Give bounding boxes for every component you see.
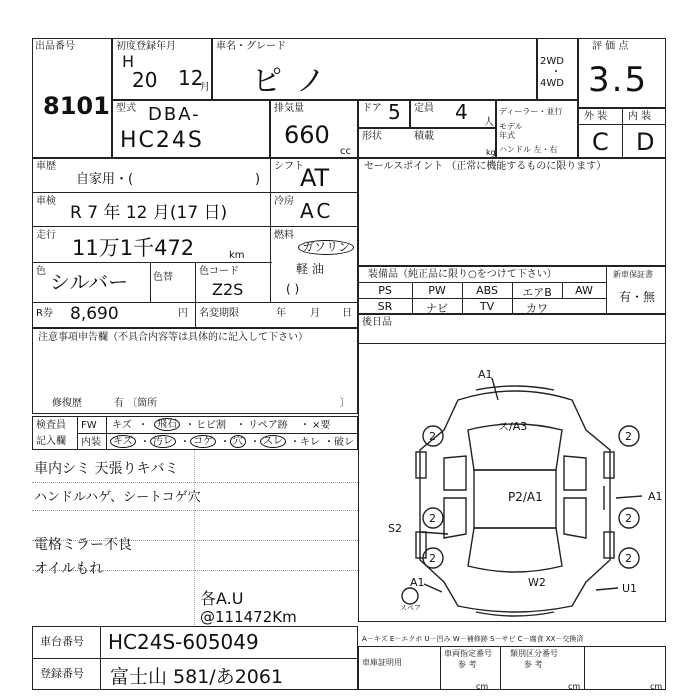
equip-abs: ABS: [476, 284, 498, 297]
load-unit: kg: [486, 148, 496, 157]
mark-a1-right: A1: [648, 490, 663, 503]
capacity-value: 4: [455, 100, 468, 124]
ins-r2-2: コゲ: [190, 435, 216, 448]
equip-vline-main: [606, 266, 607, 314]
rear-seat-label: 後日品: [362, 317, 392, 328]
sep: ・: [185, 420, 195, 431]
sep: ・: [236, 420, 246, 431]
capacity-label: 定員: [414, 103, 434, 114]
chassis-label: 車台番号: [40, 635, 84, 648]
displacement-value: 660: [284, 121, 330, 149]
hw-note-4: オイルもれ: [34, 561, 104, 577]
sep: ・: [290, 437, 300, 448]
notes-line-2: [32, 510, 358, 511]
sep: ・: [324, 437, 334, 448]
ins-r2-head: 内装: [81, 437, 101, 448]
tire-mark-2: 2: [429, 512, 436, 525]
ins-r2-5: キレ: [300, 437, 320, 448]
reg-value: 富士山 581/あ2061: [110, 666, 284, 688]
info-vline: [270, 158, 271, 302]
sep: ・: [140, 437, 150, 448]
hw-note-1: 車内シミ 天張りキバミ: [34, 461, 179, 477]
br-vline-3: [584, 646, 585, 690]
tire-mark-1: 2: [429, 430, 436, 443]
first-reg-era: H: [122, 52, 135, 71]
recycle-unit: 円: [178, 308, 188, 319]
rear-seat-box: [358, 314, 666, 344]
mark-w2: W2: [528, 576, 546, 589]
ins-r2-0: キズ: [110, 435, 136, 448]
notes-vline: [194, 450, 195, 625]
info-hline-3: [32, 262, 272, 263]
fuel-paren: ( ): [286, 282, 300, 296]
fuel-label: 燃料: [274, 230, 294, 241]
tire-mark-5: 2: [625, 512, 632, 525]
interior-value: D: [636, 128, 655, 156]
displacement-unit: cc: [340, 146, 351, 157]
inspector-row1-label: 検査員: [36, 420, 66, 431]
equip-hline-2: [358, 298, 606, 299]
car-name: ピノ: [252, 64, 340, 99]
mileage-unit: km: [229, 250, 245, 261]
class-ref: 参 考: [458, 660, 477, 669]
color-code-label: 色コード: [199, 266, 239, 277]
capacity-unit: 人: [484, 117, 494, 128]
cm-2: cm: [568, 682, 581, 691]
eval-label: 評 価 点: [592, 41, 629, 52]
name-grade-label: 車名・グレード: [216, 41, 286, 52]
mark-a1-top: A1: [478, 368, 493, 381]
color-change-label: 色替: [153, 272, 173, 283]
spare-label: スペア: [400, 604, 421, 612]
damage-legend: A－キズ E－エクボ U－凹み W－補修跡 S－サビ C－腐食 XX－交換済: [362, 635, 584, 643]
mileage-label: 走行: [36, 230, 56, 241]
equip-ps: PS: [378, 284, 392, 297]
cm-3: cm: [650, 682, 663, 691]
caution-label: 注意事項申告欄（不具合内容等は具体的に記入して下さい）: [38, 332, 308, 343]
shape-label: 形状: [362, 131, 382, 142]
equip-navi: ナビ: [426, 302, 448, 315]
hw-note-2: ハンドルハゲ、シートコゲ穴: [34, 490, 201, 505]
sales-point-label: セールスポイント （正常に機能するものに限ります）: [364, 161, 607, 172]
info-hline-1: [32, 192, 358, 193]
sep: ・: [250, 437, 260, 448]
tire-mark-4: 2: [625, 430, 632, 443]
ins-r1-2: ヒビ割: [196, 420, 226, 431]
fuel-gasoline: ガソリン: [298, 240, 354, 255]
shift-label: シフト: [274, 161, 304, 172]
history-close: ): [255, 172, 261, 187]
nc-year: 年: [276, 308, 286, 319]
grade-divider: [622, 108, 623, 158]
fw-label: FW: [81, 420, 97, 431]
recycle-label: R券: [36, 308, 53, 319]
repair-close: 〕: [340, 398, 350, 409]
hw-note-3: 電格ミラー不良: [34, 537, 132, 553]
exterior-label: 外 装: [584, 111, 608, 122]
equip-aw: AW: [575, 284, 593, 297]
tire-mark-6: 2: [625, 552, 632, 565]
ins-r2-6: 破レ: [334, 437, 354, 448]
color-label: 色: [36, 266, 46, 277]
br-vline-2: [500, 646, 501, 690]
color-vline-2: [195, 262, 196, 302]
nc-month: 月: [310, 308, 320, 319]
name-change-label: 名変期限: [199, 308, 239, 319]
inspection-label: 車検: [36, 196, 56, 207]
mileage-value: 11万1千472: [72, 236, 195, 260]
door-value: 5: [388, 100, 401, 124]
month-unit: 月: [200, 82, 210, 93]
ins-r2-4: スレ: [260, 435, 286, 448]
equip-airbag: エアB: [522, 286, 552, 299]
history-label: 車歴: [36, 161, 56, 172]
first-reg-month: 12: [178, 66, 204, 90]
drive-2wd: 2WD: [540, 56, 564, 67]
equip-hline-1: [358, 282, 606, 283]
hw-note-6: @111472Km: [200, 608, 297, 626]
sep: ・: [138, 420, 148, 431]
tire-mark-3: 2: [429, 552, 436, 565]
mark-u1: U1: [622, 582, 638, 595]
lot-number: 8101: [43, 92, 110, 120]
aircon-value: AC: [300, 199, 334, 223]
equip-leather: カワ: [526, 302, 548, 315]
first-reg-label: 初度登録年月: [116, 41, 176, 52]
br-vline-1: [440, 646, 441, 690]
model-value-2: HC24S: [120, 128, 204, 153]
color-vline-1: [150, 262, 151, 302]
reg-label: 登録番号: [40, 667, 84, 680]
first-reg-year: 20: [132, 68, 158, 92]
drive-dot: ・: [551, 67, 561, 78]
exterior-value: C: [592, 128, 609, 156]
eval-score: 3.5: [588, 60, 649, 100]
sales-point-box: [358, 158, 666, 266]
grade-hline: [578, 124, 666, 125]
mark-a1-bottom: A1: [410, 576, 425, 589]
mark-center: P2/A1: [508, 490, 543, 504]
sep: ・: [220, 437, 230, 448]
bottom-hline: [32, 658, 358, 659]
model-label: 型式: [116, 103, 136, 114]
drive-4wd: 4WD: [540, 78, 564, 89]
new-warranty-label: 新車保証書: [613, 270, 653, 279]
mark-roof: ス/A3: [498, 420, 528, 433]
door-label: ドア: [362, 103, 382, 114]
new-warranty-value: 有・無: [619, 290, 656, 304]
ins-r2-1: 汚レ: [150, 435, 176, 448]
equip-tv: TV: [479, 300, 495, 313]
dealer-label: ディーラー・並行: [499, 107, 563, 116]
aircon-label: 冷房: [274, 196, 294, 207]
ins-r2-3: 穴: [230, 435, 246, 448]
ins-r1-1: 飛石: [154, 418, 180, 431]
inspection-value: R 7 年 12 月(17 日): [70, 203, 228, 223]
nc-day: 日: [342, 308, 352, 319]
fuel-diesel: 軽 油: [296, 262, 324, 276]
recycle-value: 8,690: [70, 304, 119, 324]
cert-label: 車庫証明用: [362, 658, 402, 667]
lot-label: 出品番号: [35, 41, 75, 52]
hw-note-5: 各A.U: [200, 589, 244, 608]
sep: ・: [180, 437, 190, 448]
repair-label: 修復歴: [52, 398, 82, 409]
ins-r1-3: リペア跡: [248, 420, 288, 431]
equipment-label: 装備品（純正品に限り○をつけて下さい）: [368, 269, 557, 280]
history-value: 自家用・(: [76, 172, 134, 187]
sep: ・: [300, 420, 310, 431]
class-label: 車両指定番号: [444, 649, 492, 658]
bottom-vline: [100, 626, 101, 690]
displacement-label: 排気量: [274, 103, 304, 114]
ins-r1-0: キズ: [112, 420, 132, 431]
load-label: 積載: [414, 131, 434, 142]
repair-value: 有 〔箇所: [114, 398, 158, 409]
notes-line-1: [32, 482, 358, 483]
model-value: DBA-: [148, 104, 201, 125]
color-value: シルバー: [50, 270, 129, 294]
model-year-label: モデル年式: [499, 122, 523, 140]
inspector-hline: [77, 433, 358, 434]
equip-sr: SR: [377, 300, 393, 313]
handle-label: ハンドル 左・右: [499, 145, 558, 154]
ins-r1-4: ×要: [312, 420, 331, 431]
mark-s2: S2: [388, 522, 402, 535]
chassis-value: HC24S-605049: [108, 630, 259, 654]
inspector-vline: [77, 416, 78, 450]
info-hline-2: [32, 226, 358, 227]
color-code-value: Z2S: [212, 280, 244, 299]
recycle-vline: [195, 302, 196, 328]
shift-value: AT: [300, 164, 330, 192]
inspector-row2-label: 記入欄: [36, 436, 66, 447]
category-label: 類別区分番号: [510, 649, 558, 658]
cm-1: cm: [476, 682, 489, 691]
category-ref: 参 考: [524, 660, 543, 669]
equip-pw: PW: [428, 284, 446, 297]
interior-label: 内 装: [628, 111, 652, 122]
inspector-vline-2: [106, 416, 107, 450]
